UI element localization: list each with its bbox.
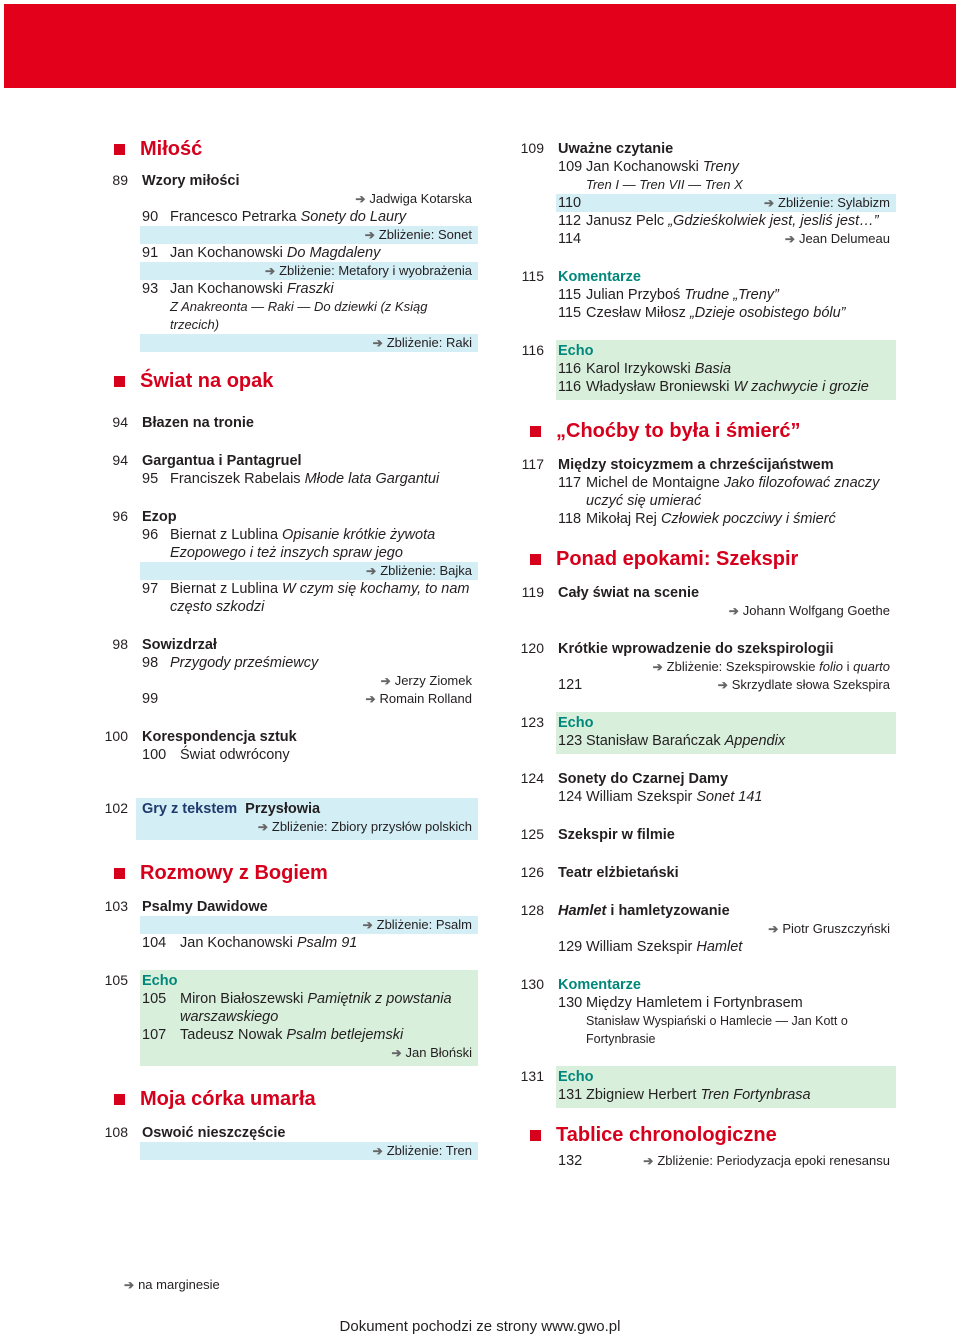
line-page: 104 — [142, 935, 167, 951]
work-title: Człowiek poczciwy i śmierć — [660, 511, 836, 527]
toc-group-123 — [520, 712, 896, 754]
toc-group-116 — [521, 340, 896, 400]
group-heading[interactable]: Cały świat na scenie — [558, 585, 700, 601]
toc-line[interactable] — [556, 994, 896, 1012]
page-number: 123 — [520, 714, 544, 730]
page-number: 126 — [520, 864, 544, 880]
toc-subline: Tren I — Tren VII — Tren X — [586, 177, 743, 192]
work-title: Appendix — [724, 733, 786, 749]
section-title — [140, 1082, 478, 1116]
author: Karol Irzykowski — [586, 361, 691, 377]
work-title: W zachwycie i grozie — [733, 379, 869, 395]
toc-line[interactable] — [556, 212, 896, 230]
toc-group-98 — [112, 634, 478, 712]
author: Michel de Montaigne — [586, 475, 720, 491]
author: Franciszek Rabelais — [170, 471, 301, 487]
author: Jan Kochanowski — [586, 159, 699, 175]
toc-subline: Z Anakreonta — Raki — Do dziewki (z Ksiąg trzecich) — [170, 299, 428, 332]
margin-ref[interactable] — [140, 1044, 478, 1062]
line-page: 100 — [142, 747, 167, 763]
page-number: 98 — [112, 636, 128, 652]
ref-text: Johann Wolfgang Goethe — [742, 603, 890, 618]
work-title: Treny — [702, 159, 739, 175]
toc-line[interactable] — [556, 1152, 896, 1170]
line-page: 129 — [558, 939, 583, 955]
arrow-right-icon: ➔ — [728, 604, 739, 618]
toc-line[interactable] — [556, 286, 896, 304]
toc-line[interactable] — [140, 934, 478, 952]
work-title: Basia — [694, 361, 732, 377]
margin-ref[interactable] — [365, 690, 478, 708]
toc-subline: Stanisław Wyspiański o Hamlecie — Jan Kott o Fortynbrasie — [586, 1014, 848, 1046]
line-page: 96 — [142, 527, 159, 543]
section-title — [140, 132, 478, 166]
page-number: 117 — [521, 456, 544, 472]
toc-group-94a — [112, 412, 478, 436]
section-title-text: Świat na opak — [140, 369, 274, 392]
margin-ref[interactable] — [140, 334, 478, 352]
toc-line[interactable] — [556, 230, 896, 248]
group-heading[interactable]: Krótkie wprowadzenie do szekspirologii — [558, 641, 834, 657]
page-number: 89 — [112, 172, 128, 188]
toc-line[interactable] — [556, 788, 896, 806]
author: Czesław Miłosz — [586, 305, 686, 321]
footer-source[interactable]: Dokument pochodzi ze strony www.gwo.pl — [339, 1318, 621, 1335]
line-page: 112 — [558, 213, 582, 229]
toc-group-131 — [520, 1066, 896, 1108]
toc-group-108 — [104, 1122, 478, 1164]
page-number: 108 — [104, 1124, 128, 1140]
margin-ref[interactable] — [643, 1152, 896, 1170]
section-title-text: Moja córka umarła — [140, 1087, 316, 1110]
toc-group-125 — [520, 824, 896, 848]
page-number: 94 — [112, 452, 128, 468]
line-page: 98 — [142, 655, 159, 671]
line-page: 115 — [558, 287, 582, 303]
section-title — [556, 542, 896, 576]
margin-ref[interactable] — [718, 676, 896, 694]
ref-text: Jadwiga Kotarska — [369, 191, 472, 206]
red-square-icon — [114, 1094, 125, 1105]
toc-group-96 — [112, 506, 478, 620]
author: Francesco Petrarka — [170, 209, 297, 225]
group-heading[interactable]: Teatr elżbietański — [558, 865, 679, 881]
toc-line[interactable] — [556, 360, 896, 378]
red-header-banner — [4, 4, 956, 88]
ref-text: Skrzydlate słowa Szekspira — [731, 677, 890, 692]
group-heading[interactable]: Szekspir w filmie — [558, 827, 675, 843]
toc-line[interactable] — [556, 194, 896, 212]
ref-italic: quarto — [853, 659, 890, 674]
author: Jan Kochanowski — [170, 281, 283, 297]
page-number: 109 — [520, 140, 544, 156]
section-title-text: Rozmowy z Bogiem — [140, 861, 328, 884]
line-page: 109 — [558, 159, 583, 175]
toc-line[interactable] — [556, 732, 896, 750]
group-heading[interactable]: Sonety do Czarnej Damy — [558, 771, 729, 787]
author: Biernat z Lublina — [170, 581, 279, 597]
group-heading[interactable]: Ezop — [142, 509, 177, 525]
ref-text: Zbliżenie: Periodyzacja epoki renesansu — [657, 1153, 890, 1168]
margin-ref[interactable] — [140, 672, 478, 690]
group-heading[interactable]: Komentarze — [558, 977, 641, 993]
section-rozmowy-z-bogiem — [100, 856, 478, 1066]
toc-line[interactable] — [140, 208, 478, 226]
toc-group-126 — [520, 862, 896, 886]
line-page: 99 — [142, 691, 159, 707]
work-title: „Gdzieśkolwiek jest, jesliś jest…” — [668, 213, 879, 229]
toc-group-124 — [520, 768, 896, 810]
ref-text: Zbliżenie: Sonet — [378, 227, 472, 242]
section-title — [556, 414, 896, 448]
toc-group-100 — [104, 726, 478, 768]
arrow-right-icon: ➔ — [265, 264, 276, 278]
line-page: 115 — [558, 305, 582, 321]
toc-group-102 — [104, 798, 478, 840]
page-number: 100 — [104, 728, 128, 744]
group-heading[interactable]: Sowizdrzał — [142, 637, 217, 653]
line-page: 93 — [142, 281, 159, 297]
ref-text: Zbliżenie: Sylabizm — [778, 195, 890, 210]
work-title: Między Hamletem i Fortynbrasem — [586, 995, 803, 1011]
line-page: 105 — [142, 991, 167, 1007]
toc-line[interactable] — [140, 1026, 478, 1044]
arrow-right-icon: ➔ — [643, 1154, 654, 1168]
toc-group-119 — [521, 582, 896, 624]
author: Miron Białoszewski — [180, 991, 304, 1007]
arrow-right-icon: ➔ — [768, 922, 779, 936]
margin-ref[interactable] — [140, 262, 478, 280]
ref-text: Zbliżenie: Raki — [386, 335, 472, 350]
line-page: 114 — [558, 231, 582, 247]
work-title: Hamlet — [696, 939, 743, 955]
page-number: 116 — [521, 342, 544, 358]
page-number: 105 — [104, 972, 128, 988]
margin-ref[interactable] — [140, 226, 478, 244]
work-title: Tren Fortynbrasa — [700, 1087, 811, 1103]
arrow-right-icon: ➔ — [372, 1144, 383, 1158]
toc-line[interactable] — [140, 990, 478, 1026]
heading-text: Przysłowia — [245, 801, 321, 817]
toc-line[interactable] — [556, 938, 896, 956]
section-moja-corka-umarla — [100, 1082, 478, 1164]
toc-right-column — [516, 138, 896, 1170]
page-number: 124 — [520, 770, 544, 786]
toc-line[interactable] — [556, 158, 896, 176]
group-heading[interactable]: Komentarze — [558, 269, 641, 285]
line-page: 124 — [558, 789, 583, 805]
group-heading[interactable]: Uważne czytanie — [558, 141, 674, 157]
line-page: 132 — [558, 1153, 583, 1169]
ref-text: Jan Błoński — [405, 1045, 472, 1060]
arrow-right-icon: ➔ — [366, 564, 377, 578]
section-title — [140, 364, 478, 398]
author: Janusz Pelc — [586, 213, 665, 229]
page-number: 119 — [521, 584, 544, 600]
group-heading[interactable]: Echo — [558, 1069, 594, 1085]
section-title-text: „Choćby to była i śmierć” — [556, 419, 801, 442]
line-page: 95 — [142, 471, 159, 487]
author: Stanisław Barańczak — [586, 733, 721, 749]
group-heading[interactable]: Echo — [142, 973, 178, 989]
group-heading[interactable]: Gargantua i Pantagruel — [142, 453, 302, 469]
work-title: W czym się kochamy, to nam często szkodzi — [170, 581, 470, 615]
margin-ref[interactable] — [140, 190, 478, 208]
arrow-right-icon: ➔ — [763, 196, 774, 210]
section-title-text: Miłość — [140, 137, 203, 160]
author: Tadeusz Nowak — [180, 1027, 283, 1043]
red-square-icon — [114, 868, 125, 879]
work-title: Przygody prześmiewcy — [170, 655, 319, 671]
author: Jan Kochanowski — [170, 245, 283, 261]
page-number: 120 — [520, 640, 544, 656]
work-title: Psalm betlejemski — [286, 1027, 404, 1043]
toc-group-120 — [520, 638, 896, 698]
toc-left-column — [100, 126, 478, 1164]
red-square-icon — [530, 426, 541, 437]
ref-italic: folio — [819, 659, 843, 674]
line-page: 116 — [558, 361, 582, 377]
toc-group-103 — [104, 896, 478, 956]
legend-label: na marginesie — [138, 1277, 220, 1292]
section-title — [556, 1118, 896, 1152]
author: Jan Kochanowski — [180, 935, 293, 951]
work-title: Pamiętnik z powstania warszawskiego — [180, 991, 452, 1025]
section-milosc — [100, 132, 478, 356]
heading-italic: Hamlet — [558, 903, 607, 919]
margin-ref[interactable] — [140, 916, 478, 934]
page-number: 130 — [520, 976, 544, 992]
toc-line[interactable] — [140, 580, 478, 616]
page-number: 103 — [104, 898, 128, 914]
toc-line[interactable] — [140, 746, 478, 764]
ref-text: Romain Rolland — [379, 691, 472, 706]
arrow-right-icon: ➔ — [124, 1278, 135, 1292]
group-heading[interactable]: Między stoicyzmem a chrześcijaństwem — [558, 457, 834, 473]
toc-line[interactable] — [556, 304, 896, 322]
work-title: Sonety do Laury — [300, 209, 407, 225]
toc-line[interactable] — [140, 526, 478, 562]
margin-ref[interactable] — [140, 562, 478, 580]
arrow-right-icon: ➔ — [717, 678, 728, 692]
line-page: 116 — [558, 379, 582, 395]
toc-line[interactable] — [556, 510, 896, 528]
line-page: 121 — [558, 677, 583, 693]
margin-ref[interactable] — [556, 920, 896, 938]
toc-line[interactable] — [556, 474, 896, 510]
arrow-right-icon: ➔ — [362, 918, 373, 932]
group-heading[interactable] — [556, 902, 896, 920]
group-heading[interactable]: Korespondencja sztuk — [142, 729, 297, 745]
arrow-right-icon: ➔ — [257, 820, 268, 834]
margin-ref[interactable] — [556, 602, 896, 620]
line-page: 97 — [142, 581, 159, 597]
margin-ref[interactable] — [785, 230, 896, 248]
page-number: 125 — [520, 826, 544, 842]
section-uwazne-czytanie — [516, 138, 896, 400]
line-page: 123 — [558, 733, 583, 749]
line-page: 131 — [558, 1087, 583, 1103]
toc-group-105 — [104, 970, 478, 1066]
series-label: Gry z tekstem — [142, 801, 238, 817]
ref-text: Zbliżenie: Psalm — [376, 917, 472, 932]
toc-group-130 — [520, 974, 896, 1052]
toc-line[interactable] — [556, 676, 896, 694]
toc-group-117 — [521, 454, 896, 532]
group-heading[interactable]: Oswoić nieszczęście — [142, 1125, 286, 1141]
arrow-right-icon: ➔ — [391, 1046, 402, 1060]
arrow-right-icon: ➔ — [372, 336, 383, 350]
ref-text: Zbliżenie: Bajka — [380, 563, 472, 578]
section-title — [140, 856, 478, 890]
author: Władysław Broniewski — [586, 379, 730, 395]
work-title: „Dzieje osobistego bólu” — [689, 305, 846, 321]
author: Julian Przyboś — [586, 287, 681, 303]
heading-text: i hamletyzowanie — [610, 903, 730, 919]
arrow-right-icon: ➔ — [355, 192, 366, 206]
line-page: 110 — [558, 195, 582, 211]
group-heading[interactable]: Psalmy Dawidowe — [142, 899, 268, 915]
author: Mikołaj Rej — [586, 511, 657, 527]
toc-line[interactable] — [140, 244, 478, 262]
group-heading[interactable]: Echo — [558, 715, 594, 731]
arrow-right-icon: ➔ — [784, 232, 795, 246]
work-title: Psalm 91 — [296, 935, 358, 951]
line-page: 130 — [558, 995, 583, 1011]
author: William Szekspir — [586, 939, 693, 955]
toc-line[interactable] — [140, 654, 478, 672]
toc-line[interactable] — [556, 378, 896, 396]
red-square-icon — [114, 144, 125, 155]
ref-text: Zbliżenie: Szekspirowskie — [666, 659, 816, 674]
arrow-right-icon: ➔ — [365, 692, 376, 706]
group-heading[interactable]: Echo — [558, 343, 594, 359]
section-tablice — [516, 1118, 896, 1170]
ref-text: Jerzy Ziomek — [394, 673, 472, 688]
section-szekspir — [516, 542, 896, 1108]
section-title-text: Ponad epokami: Szekspir — [556, 547, 799, 570]
work-title: Młode lata Gargantui — [304, 471, 440, 487]
toc-group-89 — [112, 170, 478, 356]
work-title: Jako filozofować znaczy uczyć się umierać — [586, 475, 880, 509]
work-title: Fraszki — [286, 281, 334, 297]
section-title-text: Tablice chronologiczne — [556, 1123, 777, 1146]
group-heading[interactable]: Błazen na tronie — [142, 415, 254, 431]
page-number: 96 — [112, 508, 128, 524]
margin-ref[interactable] — [556, 658, 896, 676]
toc-line[interactable] — [140, 470, 478, 488]
toc-group-94b — [112, 450, 478, 492]
page-number: 102 — [104, 800, 128, 816]
legend — [124, 1277, 220, 1292]
arrow-right-icon: ➔ — [380, 674, 391, 688]
work-title: Sonet 141 — [696, 789, 763, 805]
line-page: 107 — [142, 1027, 167, 1043]
work-title: Świat odwrócony — [180, 747, 290, 763]
margin-ref[interactable] — [140, 818, 478, 836]
ref-text: Zbliżenie: Zbiory przysłów polskich — [271, 819, 472, 834]
toc-group-115 — [521, 266, 896, 326]
ref-text: Zbliżenie: Tren — [386, 1143, 472, 1158]
arrow-right-icon: ➔ — [652, 660, 663, 674]
toc-group-128 — [520, 900, 896, 960]
margin-ref[interactable] — [764, 194, 896, 212]
ref-text: Piotr Gruszczyński — [782, 921, 890, 936]
margin-ref[interactable] — [140, 1142, 478, 1160]
line-page: 91 — [142, 245, 159, 261]
line-page: 117 — [558, 475, 582, 491]
ref-text: Zbliżenie: Metafory i wyobrażenia — [279, 263, 472, 278]
toc-line[interactable] — [556, 1086, 896, 1104]
group-heading[interactable] — [140, 800, 478, 818]
page-number: 115 — [521, 268, 544, 284]
page-number: 94 — [112, 414, 128, 430]
red-square-icon — [530, 1130, 541, 1141]
toc-line[interactable] — [140, 280, 478, 298]
page-number: 128 — [520, 902, 544, 918]
line-page: 90 — [142, 209, 159, 225]
author: Zbigniew Herbert — [586, 1087, 697, 1103]
work-title: Do Magdaleny — [286, 245, 381, 261]
ref-text: Jean Delumeau — [798, 231, 890, 246]
arrow-right-icon: ➔ — [364, 228, 375, 242]
group-heading[interactable]: Wzory miłości — [142, 173, 240, 189]
page-number: 131 — [520, 1068, 544, 1084]
toc-group-109 — [520, 138, 896, 252]
section-swiat-na-opak — [100, 364, 478, 840]
toc-line[interactable] — [140, 690, 478, 708]
author: William Szekspir — [586, 789, 693, 805]
work-title: Opisanie krótkie żywota Ezopowego i też inszych spraw jego — [170, 527, 436, 561]
red-square-icon — [530, 554, 541, 565]
section-chocby — [516, 414, 896, 532]
red-square-icon — [114, 376, 125, 387]
author: Biernat z Lublina — [170, 527, 279, 543]
work-title: Trudne „Treny” — [684, 287, 779, 303]
line-page: 118 — [558, 511, 582, 527]
ref-text: i — [846, 659, 850, 674]
